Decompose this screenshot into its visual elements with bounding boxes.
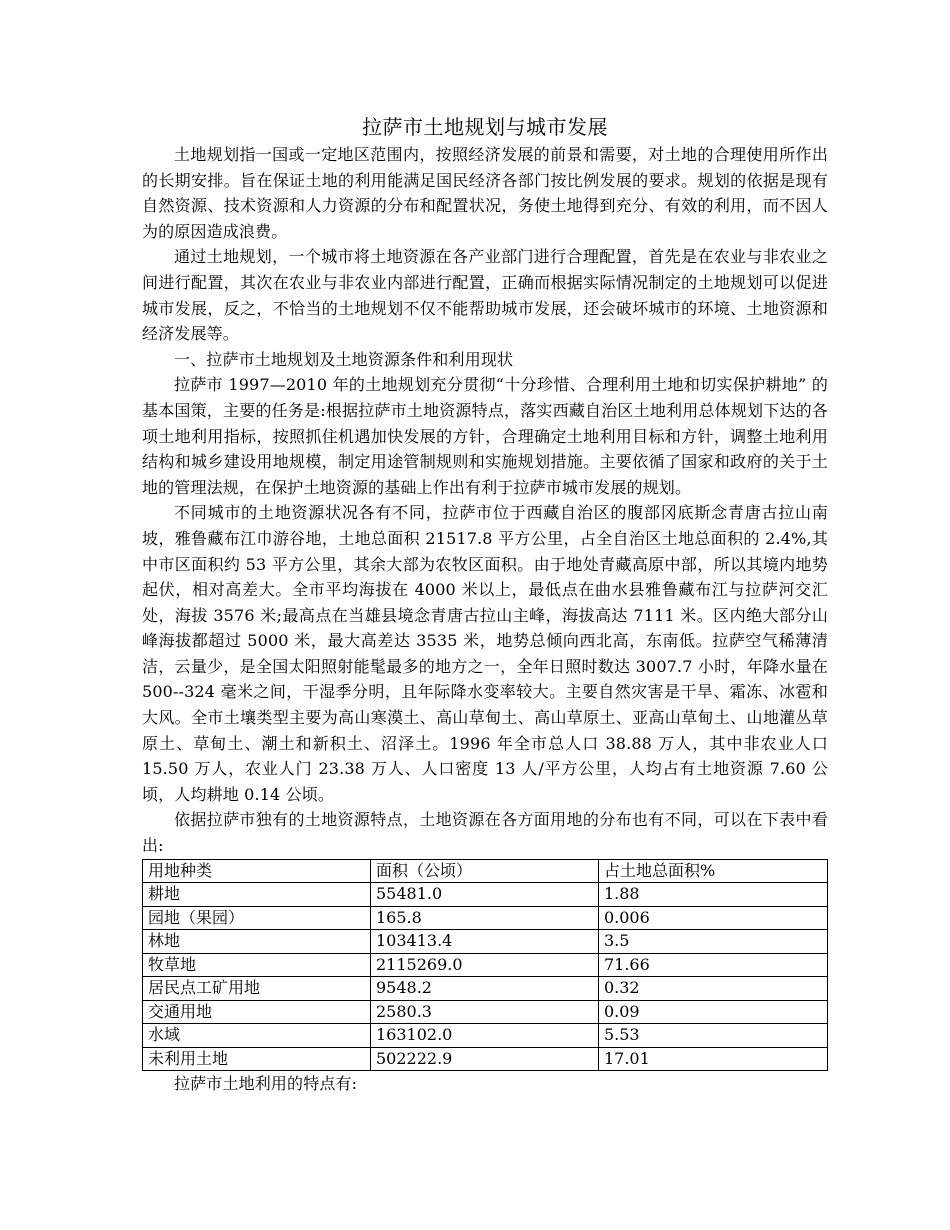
table-cell: 55481.0 — [370, 883, 598, 907]
table-cell: 居民点工矿用地 — [143, 977, 371, 1001]
table-cell: 163102.0 — [370, 1024, 598, 1048]
table-cell: 2580.3 — [370, 1000, 598, 1024]
table-cell: 3.5 — [598, 930, 827, 954]
table-cell: 林地 — [143, 930, 371, 954]
table-cell: 0.006 — [598, 906, 827, 930]
table-cell: 165.8 — [370, 906, 598, 930]
document-page — [142, 112, 828, 1097]
table-cell: 交通用地 — [143, 1000, 371, 1024]
table-cell: 未利用土地 — [143, 1047, 371, 1071]
table-cell: 5.53 — [598, 1024, 827, 1048]
table-cell: 0.32 — [598, 977, 827, 1001]
document-title: 拉萨市土地规划与城市发展 — [362, 115, 608, 139]
table-cell: 园地（果园） — [143, 906, 371, 930]
table-header-cell: 用地种类 — [143, 859, 371, 883]
table-row — [143, 953, 828, 977]
table-cell: 71.66 — [598, 953, 827, 977]
table-cell: 1.88 — [598, 883, 827, 907]
paragraph-land-use-features: 拉萨市土地利用的特点有: — [174, 1074, 358, 1094]
table-row — [143, 1024, 828, 1048]
paragraph-table-intro: 依据拉萨市独有的土地资源特点，土地资源在各方面用地的分布也有不同，可以在下表中看出: — [142, 810, 828, 856]
table-cell: 103413.4 — [370, 930, 598, 954]
table-row — [143, 906, 828, 930]
table-cell: 水域 — [143, 1024, 371, 1048]
table-row — [143, 1047, 828, 1071]
table-cell: 牧草地 — [143, 953, 371, 977]
table-cell: 9548.2 — [370, 977, 598, 1001]
paragraph-planning-tasks: 拉萨市 1997—2010 年的土地规划充分贯彻“十分珍惜、合理利用土地和切实保护耕地” 的基本国策，主要的任务是:根据拉萨市土地资源特点，落实西藏自治区土地利用总体规划下达的各项土地利用指标，按照抓住机遇加快发展的方针，合理确定土地利用目标和方针，调整土地利用结构和城乡建设用地规模，制定用途管制规则和实施规划措施。主要依循了国家和政府的关于土地的管理法规，在保护土地资源的基础上作出有利于拉萨市城市发展的规划。 — [142, 375, 828, 497]
paragraph-city-land-allocation: 通过土地规划，一个城市将土地资源在各产业部门进行合理配置，首先是在农业与非农业之间进行配置，其次在农业与非农业内部进行配置，正确而根据实际情况制定的土地规划可以促进城市发展，反之，不恰当的土地规划不仅不能帮助城市发展，还会破坏城市的环境、土地资源和经济发展等。 — [142, 247, 828, 344]
section-heading-1: 一、拉萨市土地规划及土地资源条件和利用现状 — [174, 349, 514, 369]
land-use-table — [142, 859, 828, 1072]
table-cell: 0.09 — [598, 1000, 827, 1024]
table-cell: 耕地 — [143, 883, 371, 907]
table-header-cell: 占土地总面积% — [598, 859, 827, 883]
table-row — [143, 883, 828, 907]
paragraph-land-planning-definition: 土地规划指一国或一定地区范围内，按照经济发展的前景和需要，对土地的合理使用所作出的长期安排。旨在保证土地的利用能满足国民经济各部门按比例发展的要求。规划的依据是现有自然资源、技术资源和人力资源的分布和配置状况，务使土地得到充分、有效的利用，而不因人为的原因造成浪费。 — [142, 145, 828, 241]
table-row — [143, 1000, 828, 1024]
table-cell: 502222.9 — [370, 1047, 598, 1071]
table-row — [143, 977, 828, 1001]
table-header-cell: 面积（公顷） — [370, 859, 598, 883]
paragraph-land-resource-conditions: 不同城市的土地资源状况各有不同，拉萨市位于西藏自治区的腹部冈底斯念青唐古拉山南坡，雅鲁藏布江巾游谷地，土地总面积 21517.8 平方公里，占全自治区土地总面积的 2.4%,其中市区面积约 53 平方公里，其余大部为农牧区面积。由于地处青藏高原中部，所以其境内地势起伏，相对高差大。全市平均海拔在 4000 米以上，最低点在曲水县雅鲁藏布江与拉萨河交汇处，海拔 3576 米;最高点在当雄县境念青唐古拉山主峰，海拔高达 7111 米。区内绝大部分山峰海拔都超过 5000 米，最大高差达 3535 米，地势总倾向西北高，东南低。拉萨空气稀薄清洁，云量少，是全国太阳照射能髦最多的地方之一，全年日照时数达 3007.7 小时，年降水量在 500--324 毫米之间，干湿季分明，且年际降水变率较大。主要自然灾害是干旱、霜冻、冰雹和大风。全市土壤类型主要为高山寒漠土、高山草甸土、高山草原土、亚高山草甸土、山地灌丛草原土、草甸土、潮土和新积土、沼泽土。1996 年全市总人口 38.88 万人，其中非农业人口 15.50 万人，农业人门 23.38 万人、人口密度 13 人/平方公里，人均占有土地资源 7.60 公顷，人均耕地 0.14 公顷。 — [142, 503, 828, 804]
table-row — [143, 930, 828, 954]
table-header-row — [143, 859, 828, 883]
table-cell: 17.01 — [598, 1047, 827, 1071]
table-cell: 2115269.0 — [370, 953, 598, 977]
